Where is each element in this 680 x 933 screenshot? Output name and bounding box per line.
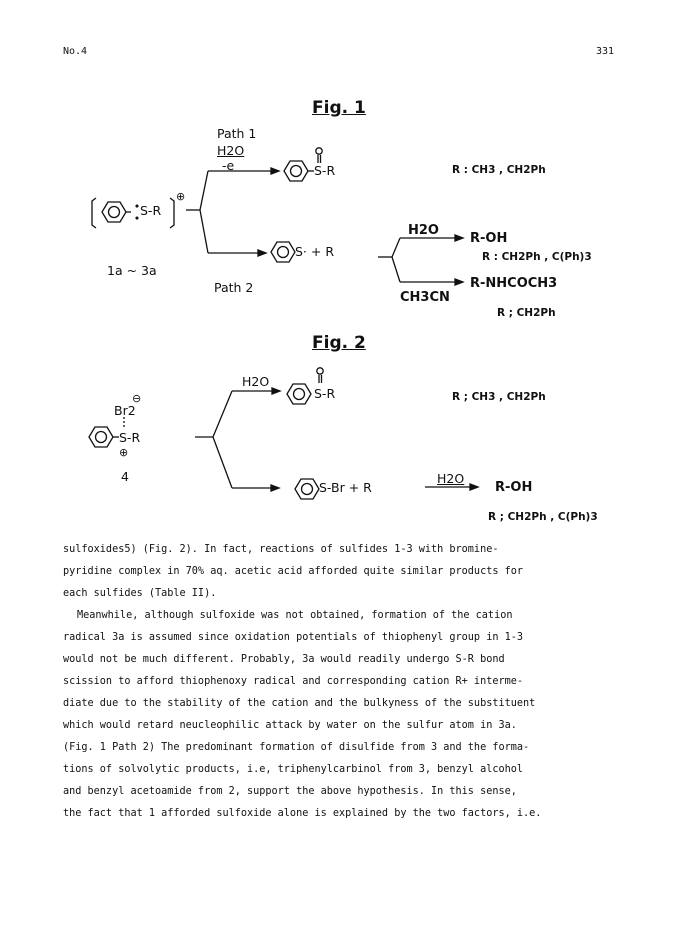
sulfoxide-label-fig2: S-R (314, 386, 336, 401)
fig2-title: Fig. 2 (312, 333, 366, 353)
body-line: diate due to the stability of the cation and the bulkyness of the substituent (63, 698, 536, 709)
radical-cation-charge: ⊕ (176, 190, 186, 203)
body-line: sulfoxides5) (Fig. 2). In fact, reactions of sulfides 1-3 with bromine- (63, 544, 499, 555)
complex-br2: Br2 (114, 403, 136, 418)
fig1-title: Fig. 1 (312, 98, 366, 118)
body-line: which would retard neucleophilic attack by water on the sulfur atom in 3a. (63, 720, 517, 731)
product-amide: R-NHCOCH3 (470, 276, 558, 291)
benzene-ring-6 (295, 479, 319, 499)
body-line: and benzyl acetoamide from 2, support the above hypothesis. In this sense, (63, 786, 517, 797)
body-line: tions of solvolytic products, i.e, triphenylcarbinol from 3, benzyl alcohol (63, 764, 524, 775)
left-bracket (92, 198, 96, 228)
benzene-ring-3 (271, 242, 295, 262)
fig2-reagent-h2o: H2O (242, 374, 270, 389)
body-line: each sulfides (Table II). (63, 588, 217, 599)
path2-label: Path 2 (214, 280, 254, 295)
journal-issue: No.4 (63, 46, 88, 57)
roh-r-note-fig2: R ; CH2Ph , C(Ph)3 (488, 511, 598, 523)
path1-electron: -e (222, 158, 235, 173)
right-bracket (170, 198, 174, 228)
br2-minus-charge: ⊖ (132, 392, 142, 405)
fig2-arrow-h2o: H2O (437, 471, 465, 486)
sulfoxide-label-fig1: S-R (314, 163, 336, 178)
product-roh-fig1: R-OH (470, 231, 508, 246)
product-roh-fig2: R-OH (495, 480, 533, 495)
path2-products: S· + R (295, 244, 335, 259)
body-text (63, 539, 633, 825)
compound-number-4: 4 (121, 469, 129, 484)
body-line: pyridine complex in 70% aq. acetic acid afforded quite similar products for (63, 566, 524, 577)
branch-ch3cn: CH3CN (400, 290, 450, 305)
path1-reagent: H2O (217, 143, 245, 158)
benzene-ring-1 (102, 202, 126, 222)
amide-r-note: R ; CH2Ph (497, 307, 556, 319)
compounds-label: 1a ~ 3a (107, 263, 157, 278)
body-line: scission to afford thiophenoxy radical and corresponding cation R+ interme- (63, 676, 524, 687)
body-line: Meanwhile, although sulfoxide was not obtained, formation of the cation (77, 610, 513, 621)
body-line: would not be much different. Probably, 3a would readily undergo S-R bond (63, 654, 505, 665)
benzene-ring-5 (287, 384, 311, 404)
roh-r-note-fig1: R : CH2Ph , C(Ph)3 (482, 251, 592, 263)
benzene-ring-4 (89, 427, 113, 447)
page-number: 331 (596, 46, 615, 57)
path1-label: Path 1 (217, 126, 257, 141)
complex-s-r: S-R (119, 430, 141, 445)
branch-h2o-fig1: H2O (408, 223, 439, 238)
body-line: the fact that 1 afforded sulfoxide alone is explained by the two factors, i.e. (63, 808, 542, 819)
sulfoxide-r-note-fig1: R : CH3 , CH2Ph (452, 164, 546, 176)
body-line: radical 3a is assumed since oxidation potentials of thiophenyl group in 1-3 (63, 632, 524, 643)
s-plus-charge: ⊕ (119, 446, 129, 459)
benzene-ring-2 (284, 161, 308, 181)
sulfoxide-r-note-fig2: R ; CH3 , CH2Ph (452, 391, 546, 403)
body-line: (Fig. 1 Path 2) The predominant formation of disulfide from 3 and the forma- (63, 742, 530, 753)
fig2-lower-products: S-Br + R (319, 480, 372, 495)
radical-cation-label: S-R (140, 203, 162, 218)
